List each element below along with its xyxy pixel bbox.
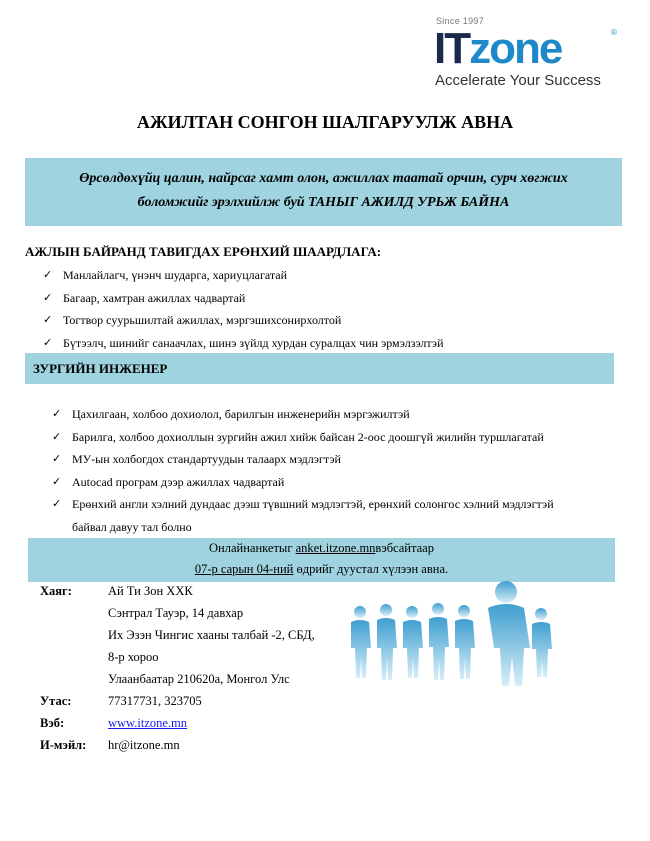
person-icon	[532, 608, 552, 677]
requirements-list	[43, 264, 623, 354]
logo-wordmark: ITzone	[434, 24, 562, 73]
list-item-continuation: байвал давуу тал болно	[72, 519, 192, 534]
list-item: ✓ Тогтвор суурьшилтай ажиллах, мэргэшихсонирхолтой	[43, 309, 623, 332]
anket-link[interactable]: anket.itzone.mn	[295, 541, 376, 555]
address-line: Улаанбаатар 210620а, Монгол Улс	[108, 672, 290, 686]
position-banner	[25, 353, 614, 384]
check-icon: ✓	[52, 497, 62, 510]
web-label: Вэб:	[40, 716, 65, 730]
person-icon	[429, 603, 449, 680]
logo-registered-mark: ®	[611, 28, 617, 37]
list-item: ✓ Багаар, хамтран ажиллах чадвартай	[43, 287, 623, 310]
list-item: ✓ Ерөнхий англи хэлний дундаас дээш түвшний мэдлэгтэй, ерөнхий солонгос хэлний мэдлэгтэй	[52, 493, 612, 516]
phone-value: 77317731, 323705	[108, 694, 202, 708]
person-icon	[377, 604, 397, 680]
address-line: Сэнтрал Тауэр, 14 давхар	[108, 606, 244, 620]
apply-banner	[28, 538, 615, 582]
email-value: hr@itzone.mn	[108, 738, 180, 752]
deadline-date: 07-р сарын 04-ний	[194, 562, 294, 576]
check-icon: ✓	[52, 474, 62, 488]
check-icon: ✓	[43, 268, 53, 281]
person-icon	[351, 606, 371, 678]
address-line: Ай Ти Зон ХХК	[108, 584, 193, 598]
logo-tagline: Accelerate Your Success	[435, 72, 601, 89]
page-title: АЖИЛТАН СОНГОН ШАЛГАРУУЛЖ АВНА	[136, 112, 514, 132]
list-item: ✓ Бүтээлч, шинийг санаачлах, шинэ зүйлд хурдан суралцах чин эрмэлзэлтэй	[43, 332, 623, 355]
team-silhouettes-illustration	[348, 578, 558, 688]
apply-line-2: 07-р сарын 04-ний өдрийг дуустал хүлээн авна.	[194, 562, 449, 576]
intro-banner	[25, 158, 622, 226]
person-icon	[403, 606, 423, 678]
list-item: ✓ Барилга, холбоо дохиоллын зургийн ажил хийж байсан 2-оос доошгүй жилийн туршлагатай	[52, 426, 612, 449]
list-item: ✓ Цахилгаан, холбоо дохиолол, барилгын инженерийн мэргэжилтэй	[52, 403, 612, 426]
check-icon: ✓	[43, 290, 53, 304]
check-icon: ✓	[52, 407, 62, 420]
address-line: Их Эзэн Чингис хааны талбай -2, СБД,	[108, 628, 315, 642]
leader-person-icon	[488, 581, 530, 686]
itzone-logo	[434, 14, 624, 94]
address-label: Хаяг:	[40, 584, 72, 598]
list-item: ✓ МУ-ын холбогдох стандартуудын талаарх мэдлэгтэй	[52, 448, 612, 471]
apply-line-1: Онлайнанкетыг anket.itzone.mnвэбсайтаар	[209, 541, 434, 555]
web-link[interactable]: www.itzone.mn	[108, 716, 188, 730]
person-icon	[455, 605, 475, 679]
position-title: ЗУРГИЙН ИНЖЕНЕР	[33, 361, 168, 376]
requirements-heading: АЖЛЫН БАЙРАНД ТАВИГДАХ ЕРӨНХИЙ ШААРДЛАГА:	[25, 244, 382, 259]
check-icon: ✓	[52, 452, 62, 465]
check-icon: ✓	[43, 335, 53, 349]
position-requirements-list	[52, 403, 612, 538]
check-icon: ✓	[52, 429, 62, 443]
logo-since: Since 1997	[436, 16, 485, 26]
list-item: ✓ Autocad програм дээр ажиллах чадвартай	[52, 471, 612, 494]
intro-line-1: Өрсөлдөхүйц цалин, найрсаг хамт олон, ажиллах таатай орчин, сурч хөгжих	[79, 171, 568, 186]
address-line: 8-р хороо	[108, 650, 159, 664]
check-icon: ✓	[43, 313, 53, 326]
email-label: И-мэйл:	[40, 738, 87, 752]
phone-label: Утас:	[40, 694, 72, 708]
intro-line-2: боломжийг эрэлхийлж буй ТАНЫГ АЖИЛД УРЬЖ БАЙНА	[137, 195, 510, 210]
list-item: ✓ Манлайлагч, үнэнч шударга, хариуцлагатай	[43, 264, 623, 287]
